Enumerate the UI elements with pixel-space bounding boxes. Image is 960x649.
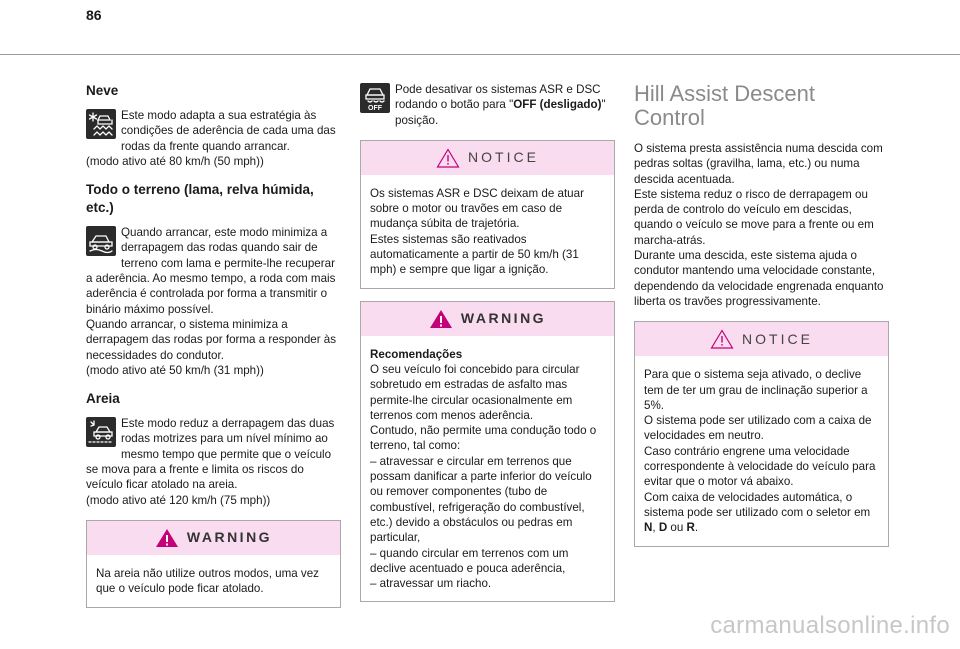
todo-terreno-text-1: Quando arrancar, este modo minimiza a derrapagem das rodas quando sair de terreno com lama e permite-lhe recuperar a aderência. Ao mesmo tempo, a roda com mais aderência é controlada por forma a transmitir o binário máximo possível. [86, 226, 336, 316]
warning-triangle-icon [429, 309, 453, 329]
notice-text-4-before: Com caixa de velocidades automática, o sistema pode ser utilizado com o seletor em [644, 490, 871, 519]
warning-line-2: Contudo, não permite uma condução todo o terreno, tal como: [370, 424, 597, 453]
hill-assist-text-2: Este sistema reduz o risco de derrapagem ou perda de controlo do veículo em descidas, quando o veículo se move para a frente ou em marcha-atrás. [634, 187, 874, 247]
warning-body [87, 555, 340, 607]
areia-speed: (modo ativo até 120 km/h (75 mph)) [86, 493, 271, 507]
recommendations-heading: Recomendações [370, 347, 463, 361]
warning-line-5: – atravessar um riacho. [370, 577, 492, 591]
notice-body [361, 175, 614, 288]
off-road-car-icon [86, 226, 116, 256]
notice-text-1: Os sistemas ASR e DSC deixam de atuar sobre o motor ou travões em caso de mudança súbita de trajetória. [370, 186, 584, 231]
notice-sep-2: ou [667, 521, 687, 535]
section-title-neve: Neve [86, 83, 119, 98]
notice-box-asr [360, 140, 615, 289]
asr-off-text-after: " posição. [395, 98, 606, 127]
notice-box-hill-assist [634, 321, 889, 546]
asr-off-description [360, 82, 615, 128]
warning-line-4: – quando circular em terrenos com um declive acentuado e pouca aderência, [370, 546, 569, 575]
notice-sep-1: , [652, 521, 659, 535]
hill-assist-text-1: O sistema presta assistência numa descida com pedras soltas (gravilha, lama, etc.) ou numa descida acentuada. [634, 142, 883, 186]
section-areia [86, 390, 341, 508]
asr-off-text [360, 82, 615, 128]
warning-box-recommendations [360, 301, 615, 603]
todo-terreno-description [86, 225, 341, 378]
warning-triangle-icon [155, 528, 179, 548]
column-1 [86, 82, 341, 620]
snowflake-traction-icon [86, 109, 116, 139]
notice-header [635, 322, 888, 356]
warning-title: WARNING [186, 529, 273, 546]
warning-line-3: – atravessar e circular em terrenos que possam danificar a parte inferior do veículo ou remover componentes (tubo de combustível, refrigeração do combustível, etc.) devido a obstáculos ou pedras em particular, [370, 454, 592, 545]
notice-triangle-icon [710, 329, 734, 349]
header-rule [0, 54, 960, 55]
warning-text: Na areia não utilize outros modos, uma vez que o veículo pode ficar atolado. [96, 566, 319, 596]
warning-title: WARNING [460, 310, 547, 327]
warning-line-1: O seu veículo foi concebido para circular sobretudo em estradas de asfalto mas permite-lhe circular ocasionalmente em terrenos com menos aderência. [370, 362, 580, 422]
warning-header [361, 302, 614, 336]
notice-body [635, 356, 888, 545]
gear-d-label: D [658, 521, 668, 535]
notice-text-2: Estes sistemas são reativados automaticamente a partir de 50 km/h (31 mph) e sempre que ligar a ignição. [370, 232, 579, 277]
warning-heading [370, 347, 606, 362]
column-2 [360, 82, 615, 614]
notice-triangle-icon [436, 148, 460, 168]
todo-terreno-speed: (modo ativo até 50 km/h (31 mph)) [86, 363, 264, 377]
asr-off-text-before: Pode desativar os sistemas ASR e DSC rodando o botão para " [395, 83, 601, 112]
warning-body [361, 336, 614, 602]
notice-text-4-after: . [694, 521, 699, 535]
notice-title: NOTICE [742, 330, 813, 347]
notice-title: NOTICE [468, 149, 539, 166]
hill-assist-description [634, 141, 889, 309]
areia-description [86, 416, 341, 508]
section-title-areia: Areia [86, 391, 120, 407]
section-title-todo-terreno: Todo o terreno (lama, relva húmida, etc.) [86, 182, 314, 216]
todo-terreno-text-2: Quando arrancar, o sistema minimiza a derrapagem das rodas por forma a responder às necessidades do condutor. [86, 317, 337, 362]
notice-text-2: O sistema pode ser utilizado com a caixa de velocidades em neutro. [644, 414, 872, 443]
hill-assist-title: Hill Assist Descent Control [634, 81, 815, 130]
neve-description [86, 108, 341, 169]
warning-box-sand [86, 520, 341, 608]
notice-text-4 [644, 490, 880, 536]
asr-off-icon [360, 83, 390, 113]
hill-assist-text-3: Durante uma descida, este sistema ajuda o condutor mantendo uma velocidade constante, dependendo da velocidade engrenada enquanto liberta os travões progressivamente. [634, 249, 884, 308]
neve-text: Este modo adapta a sua estratégia às condições de aderência de cada uma das rodas da frente quando arrancar. [121, 109, 336, 153]
svg-text:OFF: OFF [368, 105, 382, 111]
areia-text: Este modo reduz a derrapagem das duas rodas motrizes para um nível mínimo ao mesmo tempo que permite que o veículo se mova para a frente e limita os riscos do veículo ficar atolado na areia. [86, 417, 335, 492]
gear-r-label: R [686, 521, 695, 535]
notice-header [361, 141, 614, 175]
notice-text-1: Para que o sistema seja ativado, o declive tem de ter um grau de inclinação superior a 5%. [644, 368, 868, 412]
neve-speed: (modo ativo até 80 km/h (50 mph)) [86, 154, 264, 168]
section-todo-terreno [86, 181, 341, 378]
warning-header [87, 521, 340, 555]
off-position-label: OFF (desligado) [513, 98, 602, 112]
section-neve [86, 82, 341, 169]
column-3 [634, 82, 889, 559]
notice-text-3: Caso contrário engrene uma velocidade correspondente à velocidade do veículo para evitar que o motor vá abaixo. [644, 444, 876, 489]
watermark: carmanualsonline.info [710, 612, 950, 639]
page-number: 86 [86, 7, 102, 23]
gear-n-label: N [644, 521, 653, 535]
sand-car-icon [86, 417, 116, 447]
